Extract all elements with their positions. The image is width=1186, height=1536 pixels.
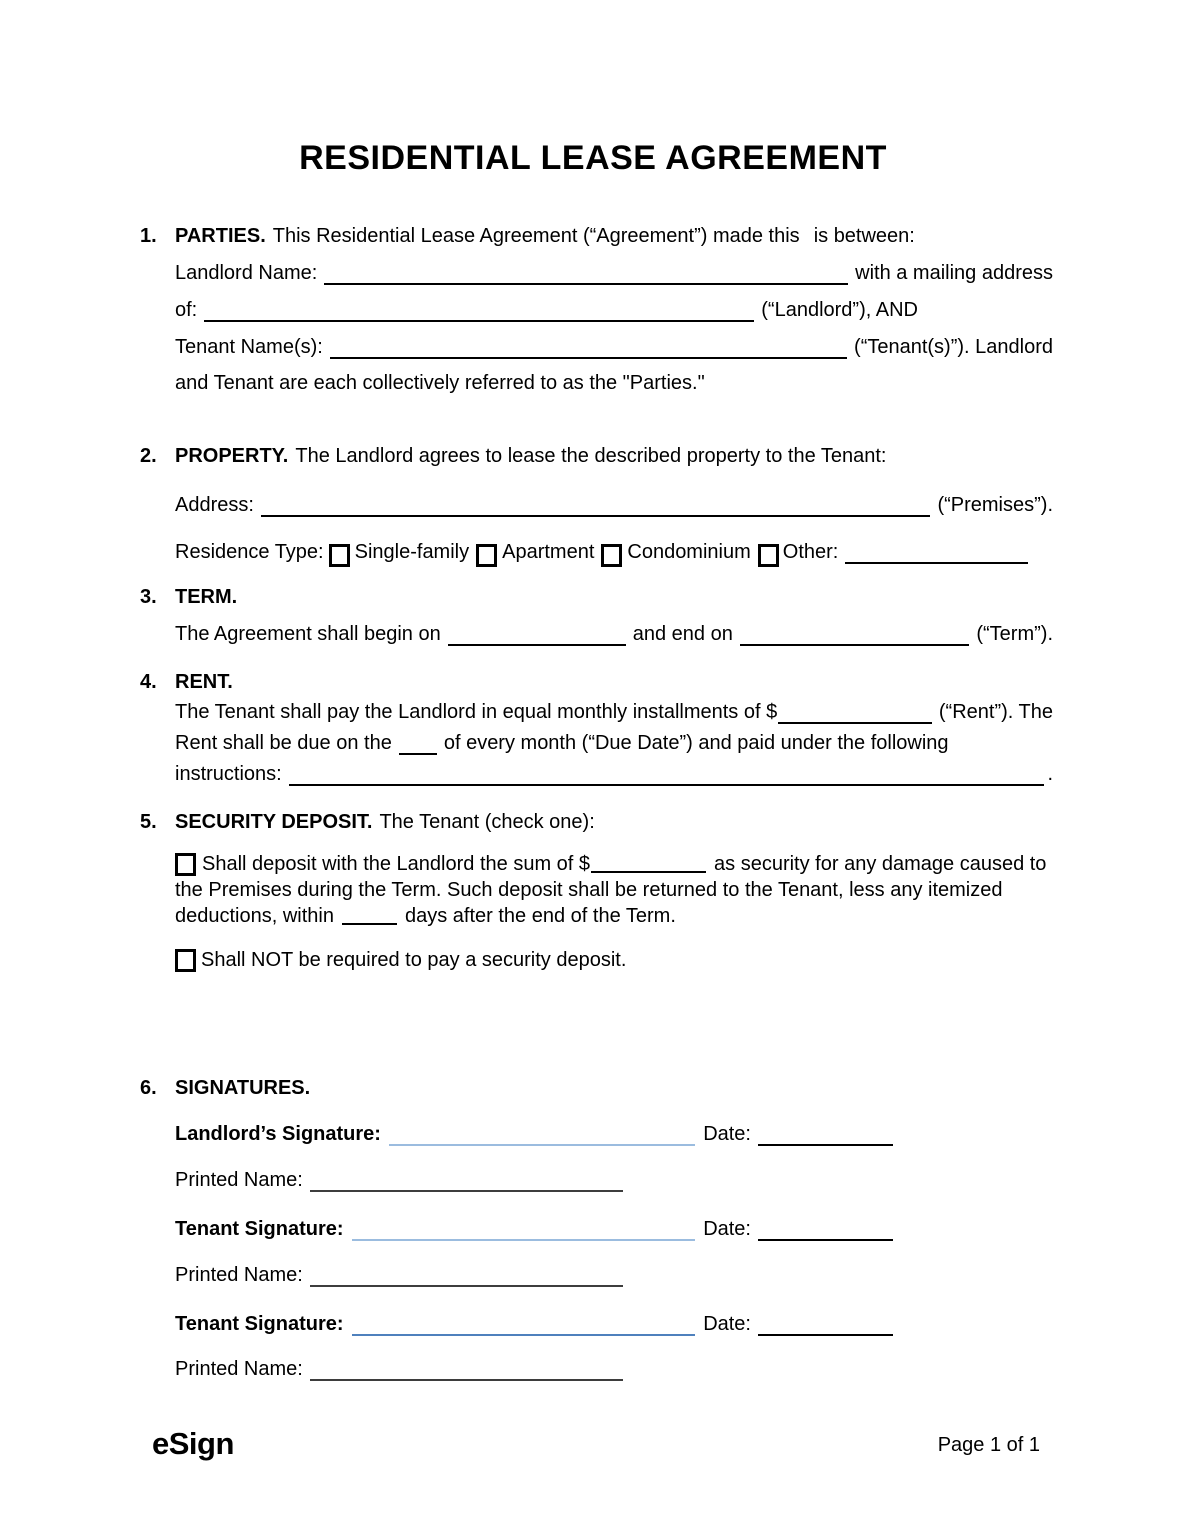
rent-line-1 — [175, 700, 1053, 724]
rent-text-pre: The Tenant shall pay the Landlord in equal monthly installments of $ — [175, 701, 778, 723]
residence-other-blank[interactable] — [845, 562, 1028, 564]
payment-instructions-blank[interactable] — [289, 784, 1045, 786]
section-number: 3. — [140, 586, 157, 608]
term-start-blank[interactable] — [448, 644, 626, 646]
premises-address-blank[interactable] — [261, 515, 931, 517]
date-label: Date: — [703, 1123, 751, 1145]
tenant1-signature-date-blank[interactable] — [758, 1239, 893, 1241]
security-heading-row — [140, 810, 1053, 834]
checkbox-apartment[interactable] — [476, 544, 497, 567]
mailing-address-label: of: — [175, 299, 198, 321]
parties-text-post: is between: — [813, 225, 915, 247]
landlord-address-blank[interactable] — [204, 320, 754, 322]
tenant2-signature-row — [175, 1312, 900, 1336]
section-heading: SIGNATURES. — [175, 1077, 311, 1099]
term-heading-row — [140, 585, 1053, 609]
deposit-option-2 — [175, 948, 1053, 972]
section-heading: TERM. — [175, 586, 238, 608]
deposit-option-1 — [175, 851, 1053, 929]
printed-name-label: Printed Name: — [175, 1169, 303, 1191]
term-text-mid: and end on — [632, 623, 733, 645]
no-deposit-text: Shall NOT be required to pay a security deposit. — [201, 949, 627, 971]
deposit-amount-blank[interactable] — [591, 871, 706, 873]
date-label: Date: — [703, 1313, 751, 1335]
deposit-text-post: days after the end of the Term. — [404, 905, 676, 927]
printed-name-label: Printed Name: — [175, 1358, 303, 1380]
section-number: 4. — [140, 671, 157, 693]
deposit-text-mid: as security for any damage caused to the Premises during the Term. Such deposit shall be returned to the Tenant, less any itemized deductions, within — [175, 853, 1047, 927]
rent-heading-row — [140, 670, 1053, 694]
rent-due-day-blank[interactable] — [399, 753, 437, 755]
rent-line-2 — [175, 731, 1053, 755]
rent-due-post: of every month (“Due Date”) and paid under the following — [443, 732, 949, 754]
printed-name-label: Printed Name: — [175, 1264, 303, 1286]
page-number: Page 1 of 1 — [937, 1434, 1040, 1456]
parties-closing-text: and Tenant are each collectively referred to as the "Parties." — [175, 372, 705, 394]
parties-line-5 — [175, 371, 1053, 395]
parties-line-3 — [175, 298, 1053, 322]
option-condominium-label: Condominium — [627, 541, 751, 563]
landlord-signature-date-blank[interactable] — [758, 1144, 893, 1146]
landlord-signature-line[interactable] — [389, 1144, 695, 1146]
tenant-names-label: Tenant Name(s): — [175, 336, 323, 358]
tenant2-printed-name-blank[interactable] — [310, 1379, 623, 1381]
section-number: 2. — [140, 445, 157, 467]
security-heading-rest: The Tenant (check one): — [379, 811, 595, 833]
parties-line-2 — [175, 261, 1053, 285]
rent-due-pre: Rent shall be due on the — [175, 732, 392, 754]
tenant1-signature-line[interactable] — [352, 1239, 696, 1241]
parties-line-4 — [175, 335, 1053, 359]
checkbox-condominium[interactable] — [601, 544, 622, 567]
premises-text: (“Premises”). — [937, 494, 1053, 516]
term-text-pre: The Agreement shall begin on — [175, 623, 441, 645]
landlord-signature-label: Landlord’s Signature: — [175, 1123, 381, 1145]
tenant1-signature-label: Tenant Signature: — [175, 1218, 344, 1240]
checkbox-single-family[interactable] — [329, 544, 350, 567]
page-title: RESIDENTIAL LEASE AGREEMENT — [299, 139, 887, 177]
rent-text-post: (“Rent”). The — [938, 701, 1053, 723]
esign-logo: eSign — [152, 1426, 234, 1461]
residence-type-row — [175, 540, 1028, 564]
residence-type-label: Residence Type: — [175, 541, 324, 563]
deposit-text-pre: Shall deposit with the Landlord the sum of $ — [202, 853, 591, 875]
section-heading: SECURITY DEPOSIT. — [175, 811, 373, 833]
section-number: 5. — [140, 811, 157, 833]
property-heading-rest: The Landlord agrees to lease the described property to the Tenant: — [295, 445, 887, 467]
tenant1-signature-row — [175, 1217, 900, 1241]
tenant1-printed-name-row — [175, 1263, 1053, 1287]
tenant1-printed-name-blank[interactable] — [310, 1285, 623, 1287]
tenant2-signature-date-blank[interactable] — [758, 1334, 893, 1336]
tenant2-printed-name-row — [175, 1357, 1053, 1381]
section-heading: PROPERTY. — [175, 445, 289, 467]
landlord-name-label: Landlord Name: — [175, 262, 318, 284]
parties-line-1 — [140, 224, 1053, 248]
section-heading: RENT. — [175, 671, 233, 693]
section-heading: PARTIES. — [175, 225, 266, 247]
address-label: Address: — [175, 494, 254, 516]
checkbox-deposit-required[interactable] — [175, 853, 196, 876]
tenant2-signature-line[interactable] — [352, 1334, 696, 1336]
deposit-return-days-blank[interactable] — [342, 923, 397, 925]
landlord-name-blank[interactable] — [324, 283, 848, 285]
landlord-signature-row — [175, 1122, 900, 1146]
parties-line2-post: with a mailing address — [855, 262, 1053, 284]
property-heading-row — [140, 444, 1053, 468]
rent-amount-blank[interactable] — [778, 722, 932, 724]
term-line — [175, 622, 1053, 646]
signatures-heading-row — [140, 1076, 1053, 1100]
parties-text-pre: This Residential Lease Agreement (“Agreement”) made this — [272, 225, 800, 247]
checkbox-no-deposit[interactable] — [175, 949, 196, 972]
tenant-names-blank[interactable] — [330, 357, 847, 359]
option-single-family-label: Single-family — [354, 541, 470, 563]
section-number: 1. — [140, 225, 157, 247]
landlord-printed-name-row — [175, 1168, 1053, 1192]
tenant2-signature-label: Tenant Signature: — [175, 1313, 344, 1335]
option-other-label: Other: — [782, 541, 839, 563]
rent-line-3 — [175, 762, 1053, 786]
section-number: 6. — [140, 1077, 157, 1099]
parties-line4-post: (“Tenant(s)”). Landlord — [854, 336, 1053, 358]
term-text-post: (“Term”). — [976, 623, 1053, 645]
parties-line3-post: (“Landlord”), AND — [761, 299, 918, 321]
option-apartment-label: Apartment — [502, 541, 595, 563]
term-end-blank[interactable] — [740, 644, 970, 646]
checkbox-other[interactable] — [758, 544, 779, 567]
date-label: Date: — [703, 1218, 751, 1240]
property-address-row — [175, 493, 1053, 517]
landlord-printed-name-blank[interactable] — [310, 1190, 623, 1192]
instructions-period: . — [1047, 763, 1053, 785]
instructions-label: instructions: — [175, 763, 282, 785]
